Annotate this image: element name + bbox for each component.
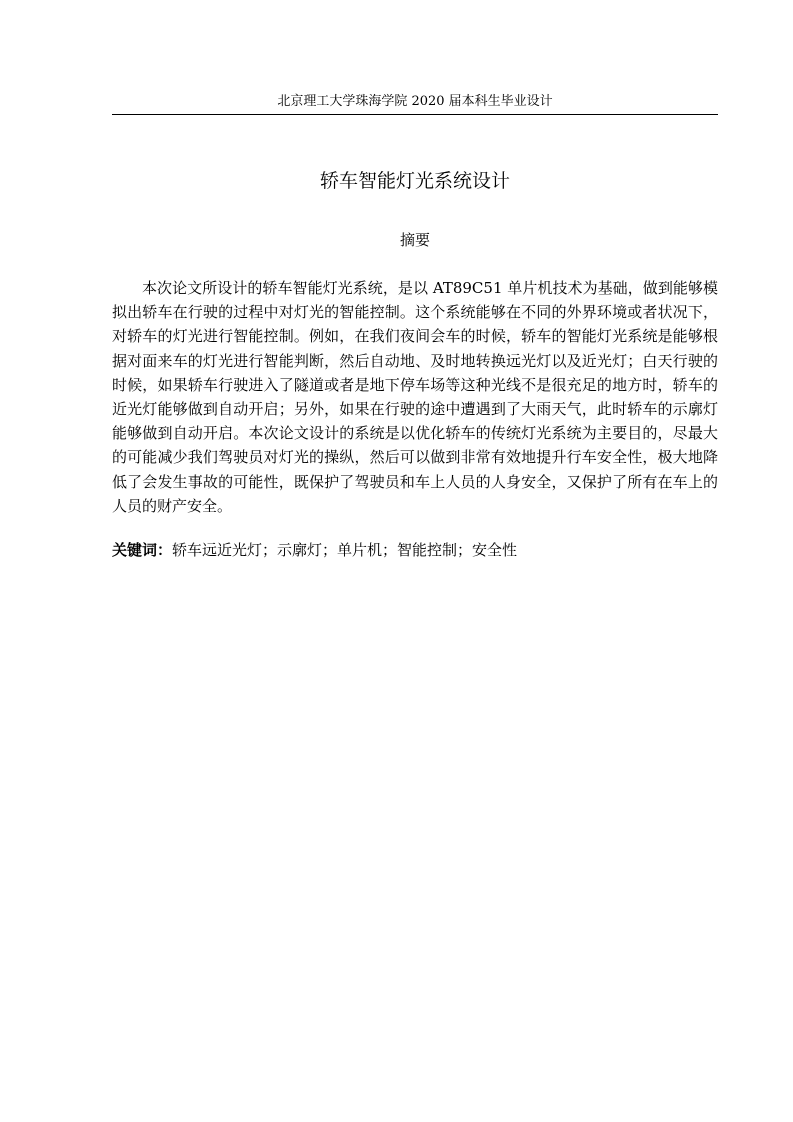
abstract-heading: 摘要 — [399, 231, 430, 249]
keywords-label: 关键词： — [112, 541, 173, 559]
page-header — [112, 92, 718, 115]
keywords-line — [112, 538, 718, 562]
abstract-body: 本次论文所设计的轿车智能灯光系统，是以 AT89C51 单片机技术为基础，做到能够模拟出轿车在行驶的过程中对灯光的智能控制。这个系统能够在不同的外界环境或者状况下，对轿车的灯光进行智能控制。例如，在我们夜间会车的时候，轿车的智能灯光系统是能够根据对面来车的灯光进行智能判断，然后自动地、及时地转换远光灯以及近光灯；白天行驶的时候，如果轿车行驶进入了隧道或者是地下停车场等这种光线不是很充足的地方时，轿车的近光灯能够做到自动开启；另外，如果在行驶的途中遭遇到了大雨天气，此时轿车的示廓灯能够做到自动开启。本次论文设计的系统是以优化轿车的传统灯光系统为主要目的，尽最大的可能减少我们驾驶员对灯光的操纵，然后可以做到非常有效地提升行车安全性，极大地降低了会发生事故的可能性，既保护了驾驶员和车上人员的人身安全，又保护了所有在车上的人员的财产安全。 — [112, 279, 718, 515]
document-title: 轿车智能灯光系统设计 — [319, 170, 510, 192]
page-header-text: 北京理工大学珠海学院 2020 届本科生毕业设计 — [277, 94, 553, 109]
keywords-value: 轿车远近光灯；示廓灯；单片机；智能控制；安全性 — [172, 541, 518, 559]
